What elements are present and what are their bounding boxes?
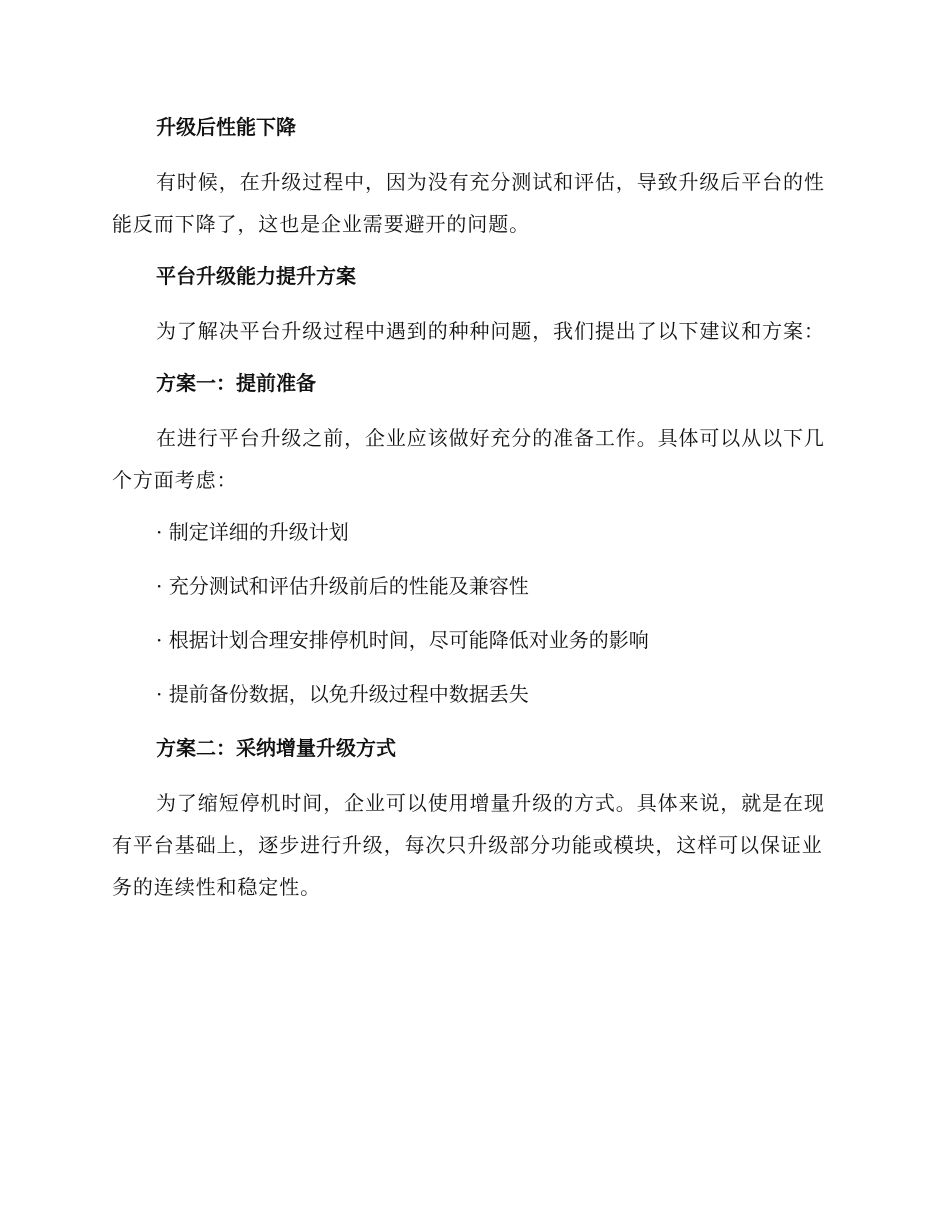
list-item: · 根据计划合理安排停机时间，尽可能降低对业务的影响 — [156, 628, 649, 652]
document-body — [112, 108, 832, 920]
paragraph-upgrade-plan-intro: 为了解决平台升级过程中遇到的种种问题，我们提出了以下建议和方案： — [156, 319, 825, 343]
paragraph-plan-one-intro: 在进行平台升级之前，企业应该做好充分的准备工作。具体可以从以下几个方面考虑： — [112, 426, 825, 492]
paragraph-performance-drop: 有时候，在升级过程中，因为没有充分测试和评估，导致升级后平台的性能反而下降了，这也是企业需要避开的问题。 — [112, 170, 825, 236]
section-heading-performance-drop: 升级后性能下降 — [156, 115, 296, 139]
paragraph-plan-two: 为了缩短停机时间，企业可以使用增量升级的方式。具体来说，就是在现有平台基础上，逐步进行升级，每次只升级部分功能或模块，这样可以保证业务的连续性和稳定性。 — [112, 791, 825, 899]
section-heading-plan-two: 方案二：采纳增量升级方式 — [156, 736, 396, 760]
section-heading-plan-one: 方案一：提前准备 — [156, 371, 316, 395]
list-item: · 制定详细的升级计划 — [156, 520, 349, 544]
list-item: · 提前备份数据，以免升级过程中数据丢失 — [156, 682, 529, 706]
section-heading-upgrade-plan: 平台升级能力提升方案 — [156, 264, 356, 288]
list-item: · 充分测试和评估升级前后的性能及兼容性 — [156, 574, 529, 598]
